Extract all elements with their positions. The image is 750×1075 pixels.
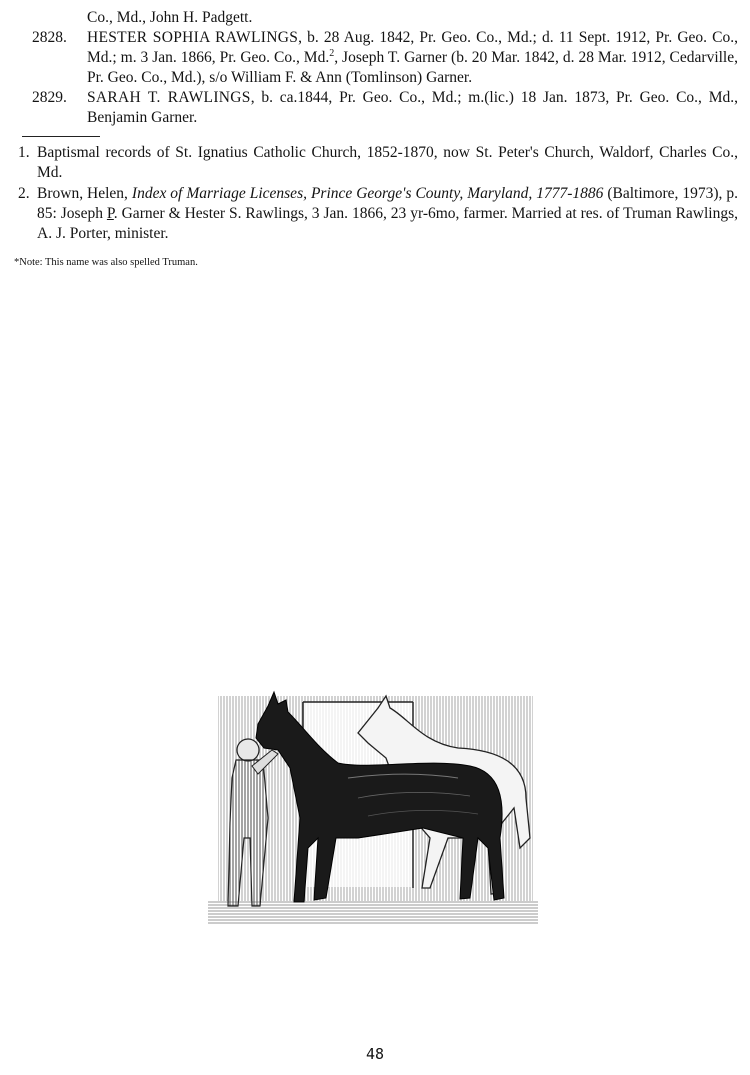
footnote-title: Index of Marriage Licenses, Prince George's County, Maryland, 1777-1886 [131, 185, 604, 202]
entry-2829 [32, 88, 738, 128]
footnote-initial: P [106, 205, 114, 222]
footnote-text-end: . Garner & Hester S. Rawlings, 3 Jan. 1866, 23 yr-6mo, farmer. Married at res. of Truman Rawlings, A. J. Porter, minister. [37, 205, 738, 242]
footnote-number: 1. [18, 144, 30, 161]
footnote-divider [22, 136, 100, 137]
entry-2828 [32, 28, 738, 88]
groom-head [237, 739, 259, 761]
footnote-text: Brown, Helen, [37, 185, 132, 202]
entry-text: , b. ca.1844, Pr. Geo. Co., Md.; m.(lic.) 18 Jan. 1873, Pr. Geo. Co., Md., Benjamin Garner. [87, 89, 738, 126]
name-note: *Note: This name was also spelled Truman. [14, 257, 198, 268]
entry-number: 2829. [32, 89, 67, 106]
footnote-number: 2. [18, 185, 30, 202]
entry-number: 2828. [32, 29, 67, 46]
footnote-text-cont: (Baltimore, 1973), p. 85: Joseph [37, 185, 738, 222]
footnotes-section [18, 143, 738, 245]
footnote-1 [18, 143, 738, 183]
horse-engraving-illustration [208, 688, 538, 926]
footnote-ref: 2 [329, 47, 335, 59]
entry-name: SARAH T. RAWLINGS [87, 89, 251, 106]
entry-text: , b. 28 Aug. 1842, Pr. Geo. Co., Md.; d. 11 Sept. 1912, Pr. Geo. Co., Md.; m. 3 Jan. 1866, Pr. Geo. Co., Md. [87, 29, 739, 66]
entries-section [32, 8, 738, 128]
footnote-2 [18, 184, 738, 244]
entry-text-cont: , Joseph T. Garner (b. 20 Mar. 1842, d. 28 Mar. 1912, Cedarville, Pr. Geo. Co., Md.), s/o William F. & Ann (Tomlinson) Garner. [87, 49, 738, 86]
entry-name: HESTER SOPHIA RAWLINGS [87, 29, 299, 46]
page-number: 48 [365, 1045, 385, 1063]
footnote-text: Baptismal records of St. Ignatius Catholic Church, 1852-1870, now St. Peter's Church, Waldorf, Charles Co., Md. [37, 144, 738, 181]
continuation-line: Co., Md., John H. Padgett. [87, 9, 253, 26]
